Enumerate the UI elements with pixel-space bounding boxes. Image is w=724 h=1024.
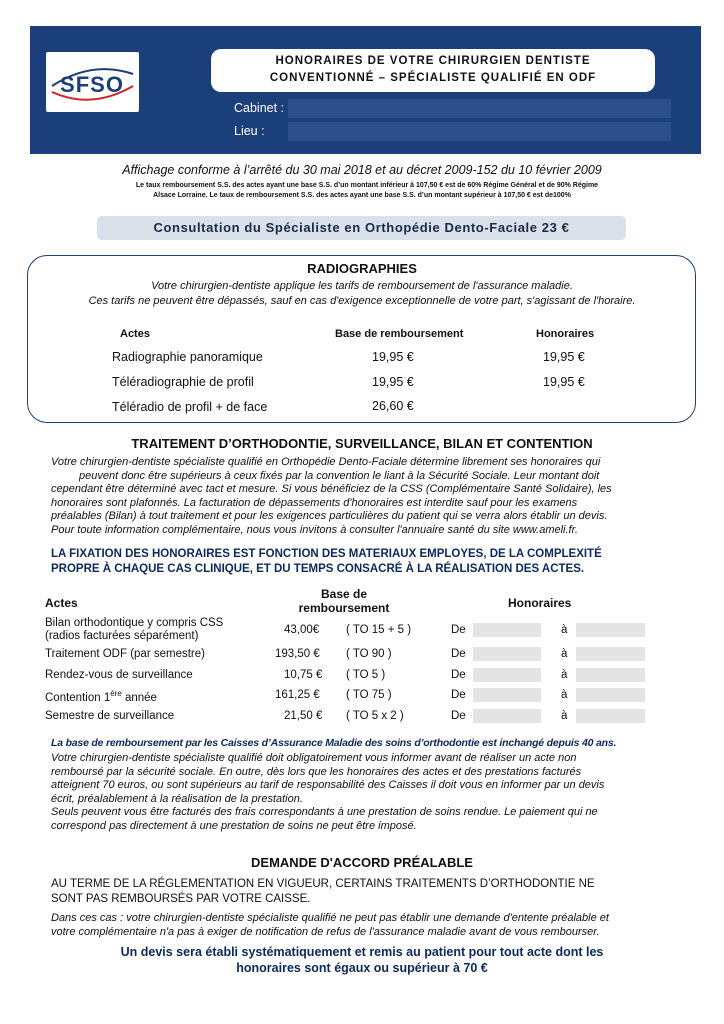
cabinet-label: Cabinet : — [234, 101, 285, 115]
accord-caps-1: AU TERME DE LA RÉGLEMENTATION EN VIGUEUR, CERTAINS TRAITEMENTS D’ORTHODONTIE NE — [51, 878, 595, 890]
honoraires-from-input[interactable] — [473, 668, 541, 682]
lieu-field[interactable] — [288, 122, 671, 141]
ortho-row-a: à — [561, 669, 568, 681]
accord-italic-1: Dans ces cas : votre chirurgien-dentiste spécialiste qualifié ne peut pas établir une demande d'entente préalable et — [51, 912, 609, 924]
honoraires-to-input[interactable] — [576, 668, 645, 682]
ortho-row-acte-line: Bilan orthodontique y compris CSS — [45, 617, 224, 629]
honoraires-to-input[interactable] — [576, 688, 645, 702]
display-notice: Affichage conforme à l’arrêté du 30 mai 2018 et au décret 2009-152 du 10 février 2009 — [122, 163, 602, 177]
radio-header-base: Base de remboursement — [335, 328, 464, 340]
ortho-row-de: De — [451, 710, 466, 722]
radio-row-base: 26,60 € — [372, 399, 414, 413]
devis-final-1: Un devis sera établi systématiquement et remis au patient pour tout acte dont les — [120, 945, 604, 959]
ortho-row-acte-sup: ère — [110, 689, 122, 698]
title-line-2: CONVENTIONNÉ – SPÉCIALISTE QUALIFIÉ EN ODF — [269, 72, 597, 84]
ortho-row-de: De — [451, 648, 466, 660]
header-banner — [30, 26, 701, 154]
paragraph-line: Votre chirurgien-dentiste spécialiste qualifié en Orthopédie Dento-Faciale détermine librement ses honoraires qui — [51, 456, 601, 468]
ortho-row-code: ( TO 90 ) — [346, 648, 392, 660]
accord-title: DEMANDE D'ACCORD PRÉALABLE — [251, 855, 473, 870]
ortho-row-acte — [45, 689, 157, 704]
radiographies-intro-2: Ces tarifs ne peuvent être dépassés, sauf en cas d'exigence exceptionnelle de votre part, s'agissant de l'horaire. — [88, 295, 636, 307]
page-title — [211, 49, 655, 92]
ortho-row-a: à — [561, 648, 568, 660]
ortho-row-acte: Traitement ODF (par semestre) — [45, 648, 205, 660]
radio-row-base: 19,95 € — [372, 350, 414, 364]
honoraires-to-input[interactable] — [576, 647, 645, 661]
ortho-row-code: ( TO 15 + 5 ) — [346, 624, 412, 636]
ortho-row-de: De — [451, 624, 466, 636]
paragraph-line: atteignent 70 euros, ou sont supérieurs au tarif de responsabilité des Caisses il doit vous en informer par un devis — [51, 779, 605, 792]
ortho-row-acte-line: (radios facturées séparément) — [45, 630, 199, 642]
orthodontie-paragraph — [51, 456, 691, 538]
ortho-row-code: ( TO 75 ) — [346, 689, 392, 701]
rate-notice-2: Alsace Lorraine. Le taux de remboursement S.S. des actes ayant une base S.S. d’un montant supérieur à 107,50 € est de100% — [153, 192, 571, 199]
paragraph-line: Seuls peuvent vous être facturés des frais correspondants à une prestation de soins rendue. Le paiement qui ne — [51, 806, 598, 819]
consultation-banner: Consultation du Spécialiste en Orthopédie Dento-Faciale 23 € — [97, 216, 626, 240]
radiographies-intro-1: Votre chirurgien-dentiste applique les tarifs de remboursement de l'assurance maladie. — [151, 280, 573, 292]
paragraph-line: préalables (Bilan) à tout traitement et pour les exigences particulières du patient qui se verra alors établir un devis. — [51, 510, 608, 523]
paragraph-line: remboursé par la sécurité sociale. En outre, dès lors que les honoraires des actes et des prestations facturés — [51, 765, 582, 778]
svg-text:SFSO: SFSO — [60, 72, 124, 97]
paragraph-line: correspond pas directement à une prestation de soins ne peut être imposé. — [51, 819, 417, 832]
radio-row-acte: Radiographie panoramique — [112, 350, 263, 364]
sfso-logo-icon — [46, 52, 139, 112]
ortho-header-base-1: Base de — [320, 587, 368, 601]
paragraph-line: honoraires sont plafonnés. La facturation de dépassements d'honoraires est interdite sauf pour les examens — [51, 496, 578, 509]
honoraires-from-input[interactable] — [473, 647, 541, 661]
radio-row-honoraires: 19,95 € — [543, 375, 585, 389]
paragraph-line: écrit, préalablement à la réalisation de la prestation. — [51, 792, 303, 805]
radio-header-actes: Actes — [120, 328, 150, 340]
ortho-row-code: ( TO 5 x 2 ) — [346, 710, 404, 722]
ortho-row-base: 161,25 € — [275, 689, 320, 701]
radiographies-title: RADIOGRAPHIES — [307, 261, 417, 276]
lieu-label: Lieu : — [234, 124, 265, 138]
ortho-row-base: 43,00€ — [284, 624, 320, 636]
accord-caps-2: SONT PAS REMBOURSÉS PAR VOTRE CAISSE. — [51, 893, 311, 905]
honoraires-from-input[interactable] — [473, 709, 541, 723]
radio-row-acte: Téléradiographie de profil — [112, 375, 254, 389]
ortho-row-a: à — [561, 710, 568, 722]
paragraph-line: peuvent donc être supérieurs à ceux fixés par la convention le liant à la Sécurité Sociale. Leur montant doit — [79, 469, 600, 482]
devis-final-2: honoraires sont égaux ou supérieur à 70 € — [236, 961, 488, 975]
ortho-row-acte: Rendez-vous de surveillance — [45, 669, 193, 681]
ortho-row-base: 193,50 € — [275, 648, 320, 660]
honoraires-from-input[interactable] — [473, 623, 541, 637]
ortho-row-acte-text: Contention 1 — [45, 691, 111, 704]
ortho-header-base-2: remboursement — [298, 601, 390, 615]
ortho-row-de: De — [451, 689, 466, 701]
ortho-header-actes: Actes — [45, 596, 78, 610]
fixation-caps-2: PROPRE À CHAQUE CAS CLINIQUE, ET DU TEMPS CONSACRÉ À LA RÉALISATION DES ACTES. — [51, 563, 585, 575]
radio-header-honoraires: Honoraires — [536, 328, 595, 340]
title-line-1: HONORAIRES DE VOTRE CHIRURGIEN DENTISTE — [275, 55, 591, 67]
radio-row-base: 19,95 € — [372, 375, 414, 389]
sfso-logo — [46, 52, 139, 112]
ortho-row-acte: Semestre de surveillance — [45, 710, 175, 722]
radio-row-honoraires: 19,95 € — [543, 350, 585, 364]
ortho-row-acte-end: année — [121, 691, 157, 704]
fixation-caps-1: LA FIXATION DES HONORAIRES EST FONCTION DES MATERIAUX EMPLOYES, DE LA COMPLEXITÉ — [51, 548, 602, 560]
info-paragraph — [51, 752, 691, 834]
ortho-row-base: 21,50 € — [284, 710, 323, 722]
orthodontie-title: TRAITEMENT D’ORTHODONTIE, SURVEILLANCE, BILAN ET CONTENTION — [131, 436, 593, 451]
ortho-row-a: à — [561, 624, 568, 636]
ortho-row-a: à — [561, 689, 568, 701]
honoraires-from-input[interactable] — [473, 688, 541, 702]
accord-italic-2: votre complémentaire n'a pas à exiger de notification de refus de l'assurance maladie avant de vous rembourser. — [51, 926, 600, 938]
radio-row-acte: Téléradio de profil + de face — [112, 400, 268, 414]
ortho-row-de: De — [451, 669, 466, 681]
rate-notice-1: Le taux remboursement S.S. des actes ayant une base S.S. d’un montant inférieur à 107,50 € est de 60% Régime Général et de 90% Régime — [135, 182, 599, 189]
base-note: La base de remboursement par les Caisses d’Assurance Maladie des soins d’orthodontie est inchangé depuis 40 ans. — [51, 737, 617, 749]
paragraph-line: Votre chirurgien-dentiste spécialiste qualifié doit obligatoirement vous informer avant de réaliser un acte non — [51, 752, 577, 764]
ortho-header-honoraires: Honoraires — [508, 596, 572, 610]
paragraph-line: Pour toute information complémentaire, nous vous invitons à consulter l'annuaire santé du site www.ameli.fr. — [51, 523, 578, 536]
ortho-row-code: ( TO 5 ) — [346, 669, 386, 681]
honoraires-to-input[interactable] — [576, 623, 645, 637]
ortho-row-acte — [45, 617, 223, 643]
ortho-row-base: 10,75 € — [284, 669, 323, 681]
paragraph-line: cependant être déterminé avec tact et mesure. Si vous bénéficiez de la CSS (Complémentaire Santé Solidaire), les — [51, 483, 612, 496]
cabinet-field[interactable] — [288, 99, 671, 118]
honoraires-to-input[interactable] — [576, 709, 645, 723]
